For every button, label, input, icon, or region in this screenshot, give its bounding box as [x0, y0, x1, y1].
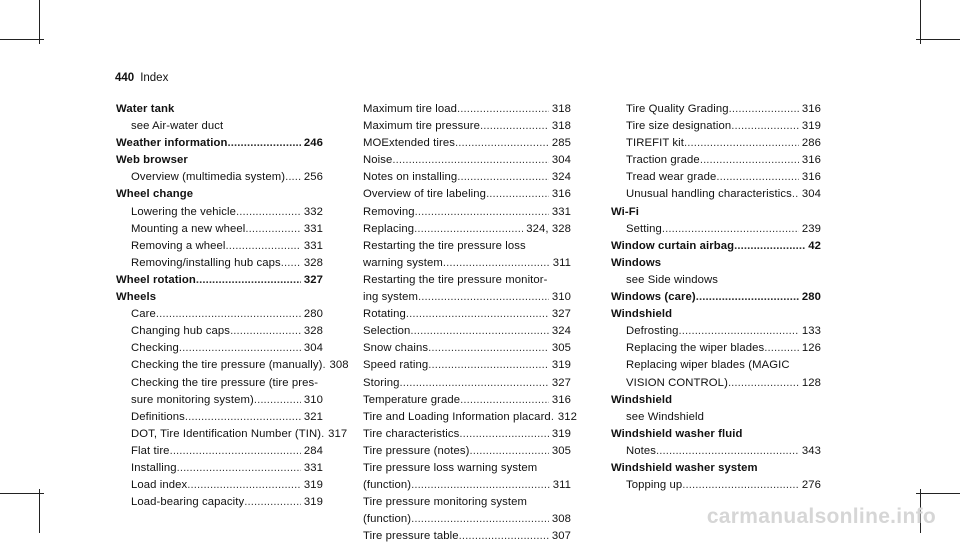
- page-ref: 319: [303, 479, 323, 492]
- index-entry: [116, 409, 323, 426]
- page-ref: 128: [801, 376, 821, 389]
- dot-leader: [392, 152, 548, 169]
- index-entry: [116, 204, 323, 221]
- entry-text: Load-bearing capacity: [131, 496, 245, 509]
- entry-text: Maximum tire pressure: [363, 120, 480, 133]
- page-ref: 327: [303, 273, 323, 286]
- entry-text: Definitions: [131, 410, 185, 423]
- entry-text: Wheels: [116, 291, 157, 304]
- dot-leader: [170, 443, 301, 460]
- page-ref: 316: [801, 171, 821, 184]
- entry-text: Notes: [626, 444, 657, 457]
- index-entry: [116, 118, 323, 135]
- index-heading: [116, 135, 323, 152]
- entry-text: Load index: [131, 479, 188, 492]
- entry-text: Checking the tire pressure (tire pres-: [131, 376, 319, 389]
- dot-leader: [731, 118, 799, 135]
- entry-text: Water tank: [116, 103, 175, 115]
- dot-leader: [443, 255, 550, 272]
- dot-leader: [684, 135, 799, 152]
- index-heading: [116, 186, 323, 203]
- index-entry: [611, 186, 821, 203]
- entry-text: Selection: [363, 325, 411, 338]
- index-entry: [611, 340, 821, 357]
- entry-text: Storing: [363, 376, 400, 389]
- entry-text: Wheel change: [116, 188, 194, 201]
- entry-text: Replacing: [363, 222, 415, 235]
- dot-leader: [245, 221, 300, 238]
- index-entry: [363, 511, 571, 528]
- entry-text: Lowering the vehicle: [131, 205, 236, 218]
- entry-text: Restarting the tire pressure monitor-: [363, 273, 548, 286]
- entry-text: Maximum tire load: [363, 103, 457, 115]
- dot-leader: [244, 494, 301, 511]
- index-heading: [611, 289, 821, 306]
- dot-leader: [656, 443, 799, 460]
- page-ref: 304: [303, 342, 323, 355]
- index-entry: [611, 152, 821, 169]
- page-ref: 331: [551, 205, 571, 218]
- page-ref: 308: [551, 513, 571, 526]
- entry-text: Wheel rotation: [116, 273, 196, 286]
- dot-leader: [185, 409, 301, 426]
- index-heading: [116, 152, 323, 169]
- index-entry: [363, 460, 571, 477]
- entry-text: Tire pressure loss warning system: [363, 461, 538, 474]
- entry-text: Weather information: [116, 137, 228, 150]
- index-entry: [116, 426, 348, 443]
- entry-text: Installing: [131, 461, 177, 474]
- page-ref: 311: [552, 256, 571, 269]
- dot-leader: [457, 169, 549, 186]
- index-entry: [611, 409, 821, 426]
- index-entry: [116, 340, 323, 357]
- dot-leader: [411, 477, 550, 494]
- dot-leader: [187, 477, 301, 494]
- dot-leader: [414, 221, 523, 238]
- dot-leader: [460, 392, 549, 409]
- entry-text: see Side windows: [626, 273, 719, 286]
- page-ref: 286: [801, 137, 821, 150]
- entry-text: Tire Quality Grading: [626, 103, 729, 115]
- page-ref: 304: [801, 188, 821, 201]
- index-heading: [611, 306, 821, 323]
- dot-leader: [281, 255, 301, 272]
- page-ref: 324: [551, 325, 571, 338]
- dot-leader: [729, 101, 799, 118]
- page-ref: 308: [329, 359, 349, 372]
- page-ref: 319: [801, 120, 821, 133]
- entry-text: Care: [131, 308, 156, 321]
- entry-text: Rotating: [363, 308, 406, 321]
- index-heading: [116, 272, 323, 289]
- dot-leader: [679, 323, 799, 340]
- crop-mark: [39, 0, 40, 44]
- page-ref: 328: [303, 325, 323, 338]
- page-ref: 312: [557, 410, 577, 423]
- index-entry: [116, 494, 323, 511]
- index-heading: [116, 101, 323, 118]
- entry-text: sure monitoring system): [131, 393, 254, 406]
- index-entry: [363, 340, 571, 357]
- index-entry: [611, 375, 821, 392]
- page-ref: 343: [801, 444, 821, 457]
- entry-text: Noise: [363, 154, 393, 167]
- page-ref: 319: [551, 427, 571, 440]
- entry-text: Overview of tire labeling: [363, 188, 487, 201]
- dot-leader: [700, 152, 799, 169]
- entry-text: Windshield washer fluid: [611, 427, 743, 440]
- page-ref: 319: [303, 496, 323, 509]
- dot-leader: [428, 340, 549, 357]
- index-heading: [611, 392, 821, 409]
- index-entry: [116, 392, 323, 409]
- index-entry: [363, 375, 571, 392]
- dot-leader: [236, 204, 301, 221]
- page-ref: 324, 328: [526, 222, 571, 235]
- index-entry: [611, 272, 821, 289]
- entry-text: Speed rating: [363, 359, 429, 372]
- index-heading: [116, 289, 323, 306]
- dot-leader: [696, 289, 799, 306]
- index-entry: [363, 101, 571, 118]
- index-column-2: [363, 101, 577, 545]
- entry-text: Wi-Fi: [611, 205, 640, 218]
- dot-leader: [226, 238, 301, 255]
- entry-text: Mounting a new wheel: [131, 222, 246, 235]
- entry-text: TIREFIT kit: [626, 137, 685, 150]
- index-entry: [116, 221, 323, 238]
- dot-leader: [177, 460, 301, 477]
- entry-text: Notes on installing: [363, 171, 458, 184]
- crop-mark: [0, 493, 44, 494]
- page-ref: 280: [801, 291, 821, 304]
- dot-leader: [230, 323, 301, 340]
- page-ref: 316: [801, 154, 821, 167]
- entry-text: Windows: [611, 256, 662, 269]
- index-entry: [363, 392, 571, 409]
- crop-mark: [916, 493, 960, 494]
- index-entry: [363, 169, 571, 186]
- entry-text: see Windshield: [626, 410, 705, 423]
- entry-text: Windshield washer system: [611, 461, 758, 474]
- section-title: Index: [140, 72, 169, 84]
- index-entry: [116, 255, 323, 272]
- dot-leader: [410, 323, 548, 340]
- dot-leader: [459, 426, 548, 443]
- entry-text: DOT, Tire Identification Number (TIN): [131, 427, 322, 440]
- entry-text: Tire pressure table: [363, 530, 459, 543]
- page-ref: 332: [303, 205, 323, 218]
- index-heading: [611, 255, 821, 272]
- index-entry: [116, 323, 323, 340]
- index-entry: [611, 443, 821, 460]
- dot-leader: [764, 340, 799, 357]
- entry-text: Setting: [626, 222, 662, 235]
- page-ref: 327: [551, 308, 571, 321]
- dot-leader: [400, 375, 549, 392]
- dot-leader: [486, 186, 549, 203]
- page-ref: 316: [551, 188, 571, 201]
- index-entry: [116, 357, 349, 374]
- page-ref: 42: [808, 239, 821, 252]
- index-entry: [611, 477, 821, 494]
- dot-leader: [228, 135, 301, 152]
- dot-leader: [457, 101, 549, 118]
- index-entry: [363, 494, 571, 511]
- dot-leader: [792, 186, 799, 203]
- page-ref: 276: [801, 479, 821, 492]
- index-entry: [363, 528, 571, 545]
- index-entry: [611, 118, 821, 135]
- page-ref: 324: [551, 171, 571, 184]
- dot-leader: [415, 204, 549, 221]
- entry-text: Replacing the wiper blades: [626, 342, 765, 355]
- entry-text: Snow chains: [363, 342, 429, 355]
- page-ref: 305: [551, 444, 571, 457]
- dot-leader: [428, 357, 549, 374]
- index-entry: [363, 238, 571, 255]
- dot-leader: [254, 392, 301, 409]
- index-entry: [363, 477, 571, 494]
- index-entry: [363, 443, 571, 460]
- index-heading: [611, 426, 821, 443]
- entry-text: Tire pressure (notes): [363, 444, 470, 457]
- index-entry: [116, 169, 323, 186]
- entry-text: Traction grade: [626, 154, 700, 167]
- index-entry: [611, 135, 821, 152]
- index-entry: [363, 221, 571, 238]
- index-entry: [363, 135, 571, 152]
- index-entry: [116, 306, 323, 323]
- index-entry: [116, 238, 323, 255]
- crop-mark: [39, 489, 40, 533]
- entry-text: Restarting the tire pressure loss: [363, 239, 526, 252]
- page-ref: 304: [551, 154, 571, 167]
- page-header: [115, 72, 168, 84]
- entry-text: Changing hub caps: [131, 325, 231, 338]
- page-ref: 256: [303, 171, 323, 184]
- entry-text: Removing/installing hub caps: [131, 256, 281, 269]
- entry-text: see Air-water duct: [131, 120, 224, 133]
- index-entry: [611, 169, 821, 186]
- page-ref: 321: [303, 410, 323, 423]
- index-entry: [363, 204, 571, 221]
- entry-text: Tire and Loading Information placard: [363, 410, 551, 423]
- page-ref: 284: [303, 444, 323, 457]
- dot-leader: [196, 272, 301, 289]
- dot-leader: [285, 169, 301, 186]
- page-ref: 331: [303, 239, 323, 252]
- dot-leader: [682, 477, 799, 494]
- page-ref: 318: [551, 120, 571, 133]
- index-heading: [611, 204, 821, 221]
- entry-text: Windows (care): [611, 291, 696, 304]
- index-entry: [611, 101, 821, 118]
- page-ref: 285: [551, 137, 571, 150]
- crop-mark: [916, 39, 960, 40]
- index-column-1: [116, 101, 349, 511]
- page-number: 440: [115, 72, 135, 84]
- page-ref: 307: [551, 530, 571, 543]
- page-ref: 331: [303, 461, 323, 474]
- index-column-3: [611, 101, 821, 494]
- dot-leader: [156, 306, 301, 323]
- dot-leader: [662, 221, 799, 238]
- page-ref: 280: [303, 308, 323, 321]
- index-entry: [363, 118, 571, 135]
- entry-text: (function): [363, 479, 412, 492]
- index-entry: [363, 255, 571, 272]
- page-ref: 126: [801, 342, 821, 355]
- page-ref: 327: [551, 376, 571, 389]
- index-entry: [363, 426, 571, 443]
- page-ref: 328: [303, 256, 323, 269]
- entry-text: MOExtended tires: [363, 137, 456, 150]
- dot-leader: [179, 340, 301, 357]
- entry-text: Tread wear grade: [626, 171, 717, 184]
- entry-text: Defrosting: [626, 325, 679, 338]
- entry-text: Checking: [131, 342, 179, 355]
- crop-mark: [920, 0, 921, 44]
- index-entry: [363, 152, 571, 169]
- entry-text: Replacing wiper blades (MAGIC: [626, 359, 790, 372]
- index-entry: [611, 323, 821, 340]
- entry-text: Topping up: [626, 479, 683, 492]
- dot-leader: [459, 528, 549, 545]
- index-entry: [116, 443, 323, 460]
- entry-text: Unusual handling characteristics: [626, 188, 792, 201]
- dot-leader: [716, 169, 798, 186]
- index-entry: [116, 375, 323, 392]
- entry-text: VISION CONTROL): [626, 376, 728, 389]
- page-ref: 316: [551, 393, 571, 406]
- index-heading: [611, 460, 821, 477]
- page-ref: 305: [551, 342, 571, 355]
- index-entry: [611, 357, 821, 374]
- page-ref: 133: [801, 325, 821, 338]
- page-ref: 246: [303, 137, 323, 150]
- dot-leader: [411, 511, 549, 528]
- entry-text: ing system: [363, 291, 418, 304]
- entry-text: (function): [363, 513, 412, 526]
- entry-text: Tire pressure monitoring system: [363, 496, 528, 509]
- index-entry: [363, 289, 571, 306]
- index-entry: [363, 186, 571, 203]
- crop-mark: [0, 39, 44, 40]
- index-heading: [611, 238, 821, 255]
- entry-text: Windshield: [611, 393, 673, 406]
- index-entry: [363, 323, 571, 340]
- index-entry: [363, 306, 571, 323]
- dot-leader: [470, 443, 549, 460]
- page-ref: 316: [801, 103, 821, 115]
- index-entry: [363, 357, 571, 374]
- entry-text: Checking the tire pressure (manually): [131, 359, 323, 372]
- page-ref: 310: [303, 393, 323, 406]
- entry-text: Overview (multimedia system): [131, 171, 286, 184]
- dot-leader: [480, 118, 549, 135]
- page-ref: 311: [552, 479, 571, 492]
- entry-text: Flat tire: [131, 444, 170, 457]
- dot-leader: [406, 306, 549, 323]
- page-ref: 319: [551, 359, 571, 372]
- page-ref: 318: [551, 103, 571, 115]
- page-ref: 239: [801, 222, 821, 235]
- dot-leader: [455, 135, 549, 152]
- dot-leader: [734, 238, 805, 255]
- entry-text: Tire characteristics: [363, 427, 460, 440]
- entry-text: Web browser: [116, 154, 188, 167]
- index-entry: [116, 460, 323, 477]
- page-ref: 331: [303, 222, 323, 235]
- entry-text: Tire size designation: [626, 120, 732, 133]
- entry-text: Window curtain airbag: [611, 239, 735, 252]
- watermark: carmanualsonline.info: [706, 505, 936, 528]
- entry-text: Removing a wheel: [131, 239, 226, 252]
- index-entry: [611, 221, 821, 238]
- index-entry: [116, 477, 323, 494]
- dot-leader: [418, 289, 549, 306]
- page-ref: 317: [328, 427, 348, 440]
- entry-text: Removing: [363, 205, 415, 218]
- page-ref: 310: [551, 291, 571, 304]
- entry-text: Windshield: [611, 308, 673, 321]
- entry-text: Temperature grade: [363, 393, 461, 406]
- index-entry: [363, 272, 571, 289]
- index-entry: [363, 409, 577, 426]
- entry-text: warning system: [363, 256, 443, 269]
- dot-leader: [728, 375, 799, 392]
